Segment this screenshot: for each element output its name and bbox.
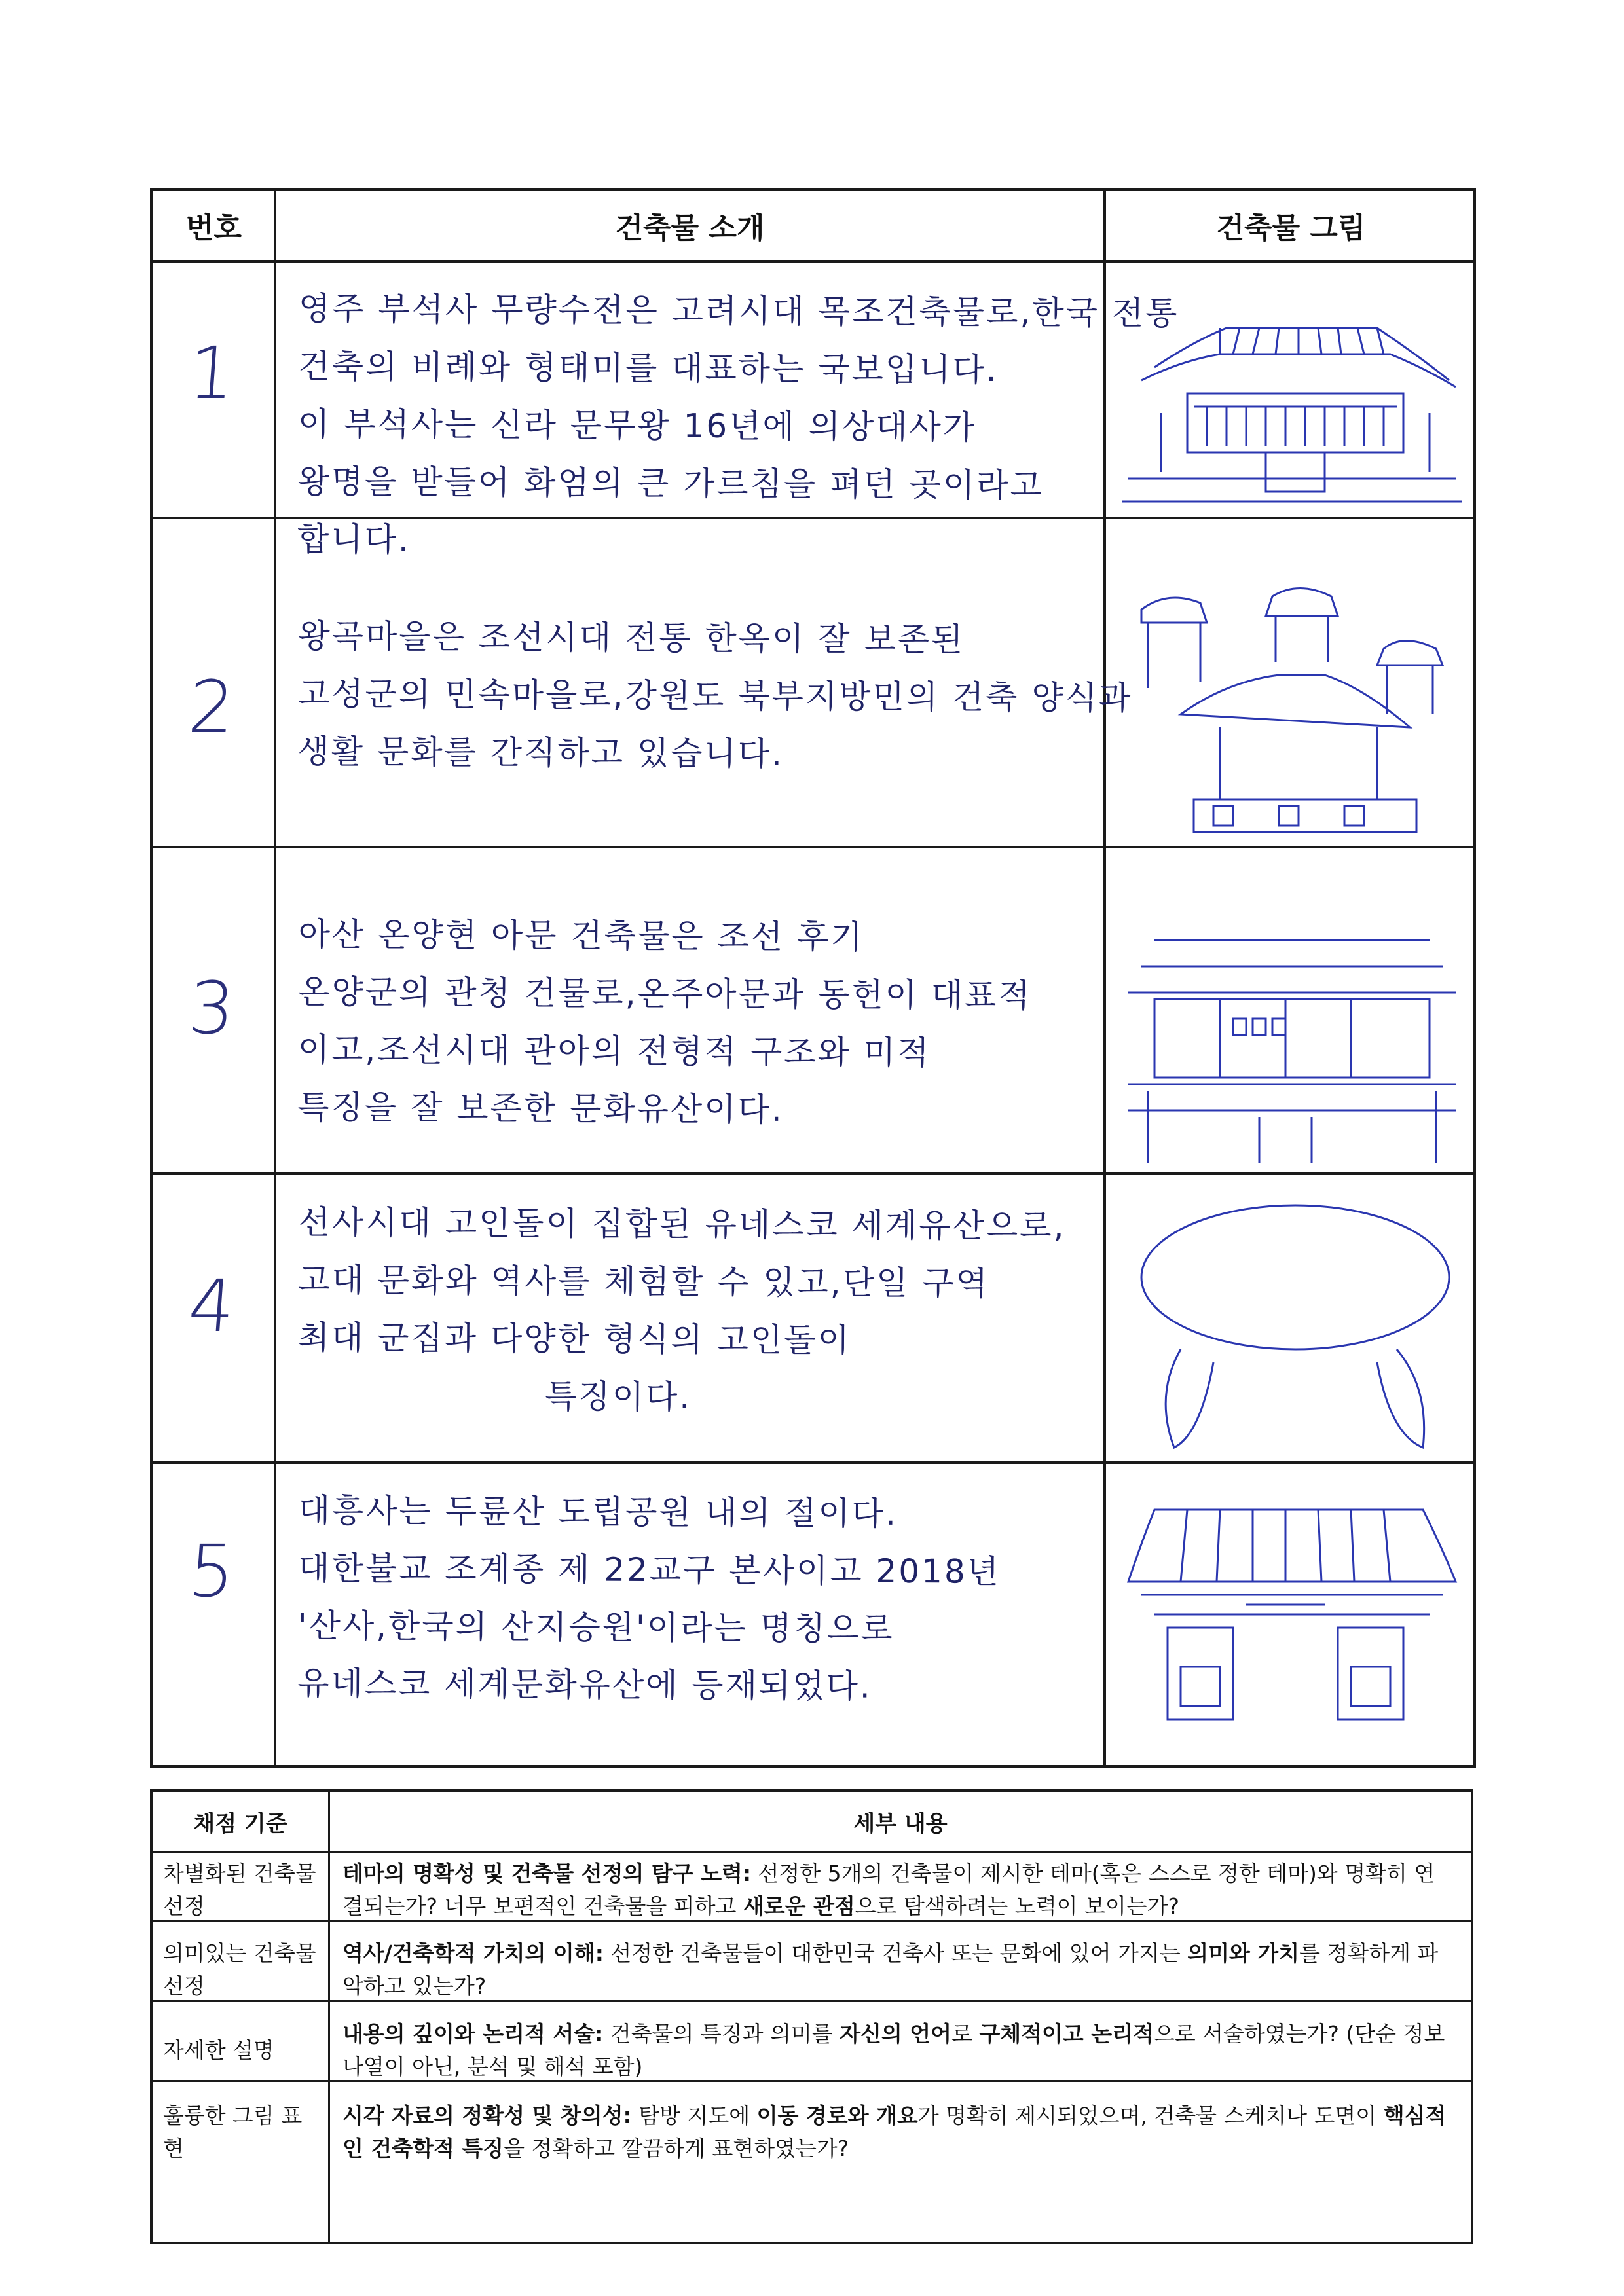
row-number: 1 [185,331,238,415]
criterion-label: 의미있는 건축물 선정 [163,1941,316,1999]
row-number: 2 [185,665,238,749]
dolmen-sketch-icon [1128,1199,1456,1454]
temple-gate-sketch-icon [1115,1490,1469,1752]
grading-criteria-table [150,1789,1473,2244]
row-number: 4 [185,1264,238,1348]
header-number: 번호 [185,211,242,245]
criterion-label: 차별화된 건축물 선정 [163,1861,316,1919]
row-number: 3 [185,966,238,1050]
criterion-detail: 내용의 깊이와 논리적 서술: 건축물의 특징과 의미를 자신의 언어로 구체적이고 논리적으로 서술하였는가? (단순 정보 나열이 아닌, 분석 및 해석 포함) [342,2021,1445,2079]
criterion-detail: 시각 자료의 정확성 및 창의성: 탐방 지도에 이동 경로와 개요가 명확히 제시되었으며, 건축물 스케치나 도면이 핵심적인 건축학적 특징을 정확하고 깔끔하게 표현하였는가? [342,2103,1447,2161]
criterion-label: 훌륭한 그림 표현 [163,2103,303,2161]
row-text: 선사시대 고인돌이 집합된 유네스코 세계유산으로, 고대 문화와 역사를 체험할 수 있고,단일 구역 최대 군집과 다양한 형식의 고인돌이 특징이다. [297,1203,1066,1417]
criterion-detail: 테마의 명확성 및 건축물 선정의 탐구 노력: 선정한 5개의 건축물이 제시한 테마(혹은 스스로 정한 테마)와 명확히 연결되는가? 너무 보편적인 건축물을 피하고 새로운 관점으로 탐색하려는 노력이 보이는가? [342,1861,1435,1919]
temple-sketch-icon [1115,315,1469,511]
header-drawing: 건축물 그림 [1216,211,1366,245]
row-number: 5 [185,1529,238,1613]
row-text: 영주 부석사 무량수전은 고려시대 목조건축물로,한국 전통 건축의 비례와 형태미를 대표하는 국보입니다. 이 부석사는 신라 문무왕 16년에 의상대사가 왕명을 받들어 화엄의 큰 가르침을 펴던 곳이라고 합니다. [297,289,1179,559]
row-text: 왕곡마을은 조선시대 전통 한옥이 잘 보존된 고성군의 민속마을로,강원도 북부지방민의 건축 양식과 생활 문화를 간직하고 있습니다. [297,617,1133,773]
architecture-table [150,188,1476,1768]
government-office-sketch-icon [1115,920,1469,1169]
hanok-village-sketch-icon [1128,583,1456,839]
header-detail: 세부 내용 [853,1810,948,1837]
header-intro: 건축물 소개 [615,211,765,245]
row-text: 대흥사는 두륜산 도립공원 내의 절이다. 대한불교 조계종 제 22교구 본사이고 2018년 '산사,한국의 산지승원'이라는 명칭으로 유네스코 세계문화유산에 등재되었다. [297,1491,1001,1705]
criterion-detail: 역사/건축학적 가치의 이해: 선정한 건축물들이 대한민국 건축사 또는 문화에 있어 가지는 의미와 가치를 정확하게 파악하고 있는가? [342,1941,1439,1999]
header-criterion: 채점 기준 [193,1810,287,1837]
row-text: 아산 온양현 아문 건축물은 조선 후기 온양군의 관청 건물로,온주아문과 동헌이 대표적 이고,조선시대 관아의 전형적 구조와 미적 특징을 잘 보존한 문화유산이다. [297,915,1032,1129]
criterion-label: 자세한 설명 [163,2037,274,2063]
